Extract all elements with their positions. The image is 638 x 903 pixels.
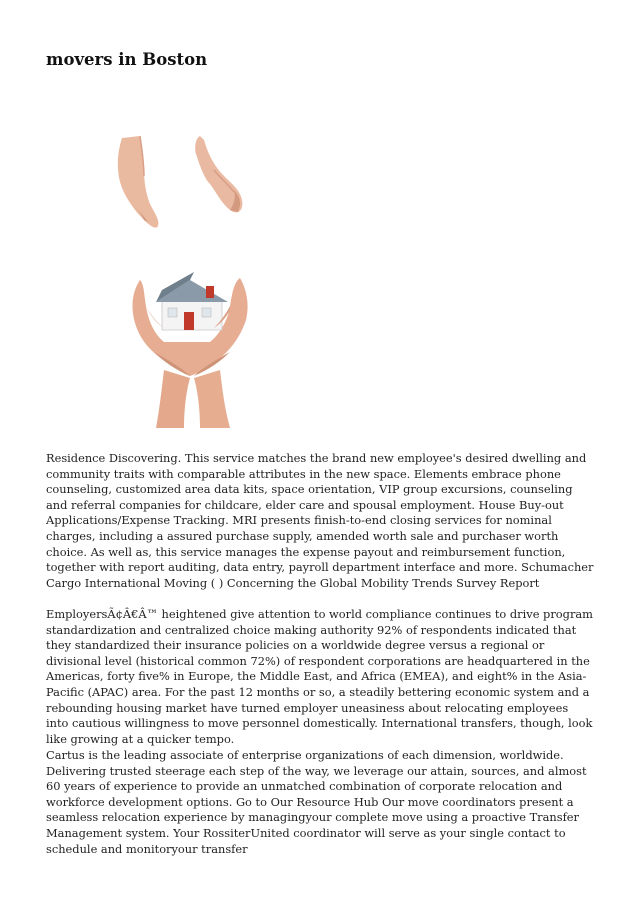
paragraph: EmployersÃ¢Â€Â™ heightened give attention to world compliance continues to drive program standardization and centralized choice making authority 92% of respondents indicated that they standardized their insurance policies on a worldwide degree versus a regional or divisional level (historical common 72%) of respondent corporations are headquartered in the Americas, forty five% in Europe, the Middle East, and Africa (EMEA), and eight% in the Asia-Pacific (APAC) area. For the past 12 months or so, a steadily bettering economic system and a rebounding housing market have turned employer uneasiness about relocating employees into cautious willingness to move personnel domestically. International transfers, though, look like growing at a quicker tempo. bbox=[46, 607, 593, 746]
paragraph: Cartus is the leading associate of enterprise organizations of each dimension, worldwide. Delivering trusted steerage each step of the way, we leverage our attain, sources, and almost 60 years of experience to provide an unmatched combination of corporate relocation and workforce development options. Go to Our Resource Hub Our move coordinators present a seamless relocation experience by managingyour complete move using a proactive Transfer Management system. Your RossiterUnited coordinator will serve as your single contact to schedule and monitoryour transfer bbox=[46, 748, 587, 856]
page-title: movers in Boston bbox=[46, 50, 208, 69]
paragraph: Residence Discovering. This service matches the brand new employee's desired dwelling and community traits with comparable attributes in the new space. Elements embrace phone counseling, customized area data kits, space orientation, VIP group excursions, counseling and referral companies for childcare, elder care and spousal employment. House Buy-out Applications/Expense Tracking. MRI presents finish-to-end closing services for nominal charges, including a assured purchase supply, amended worth sale and purchaser worth choice. As well as, this service manages the expense payout and reimbursement function, together with report auditing, data entry, payroll department interface and more. Schumacher Cargo International Moving ( ) Concerning the Global Mobility Trends Survey Report bbox=[46, 451, 594, 590]
hands-holding-house-image bbox=[44, 130, 342, 428]
